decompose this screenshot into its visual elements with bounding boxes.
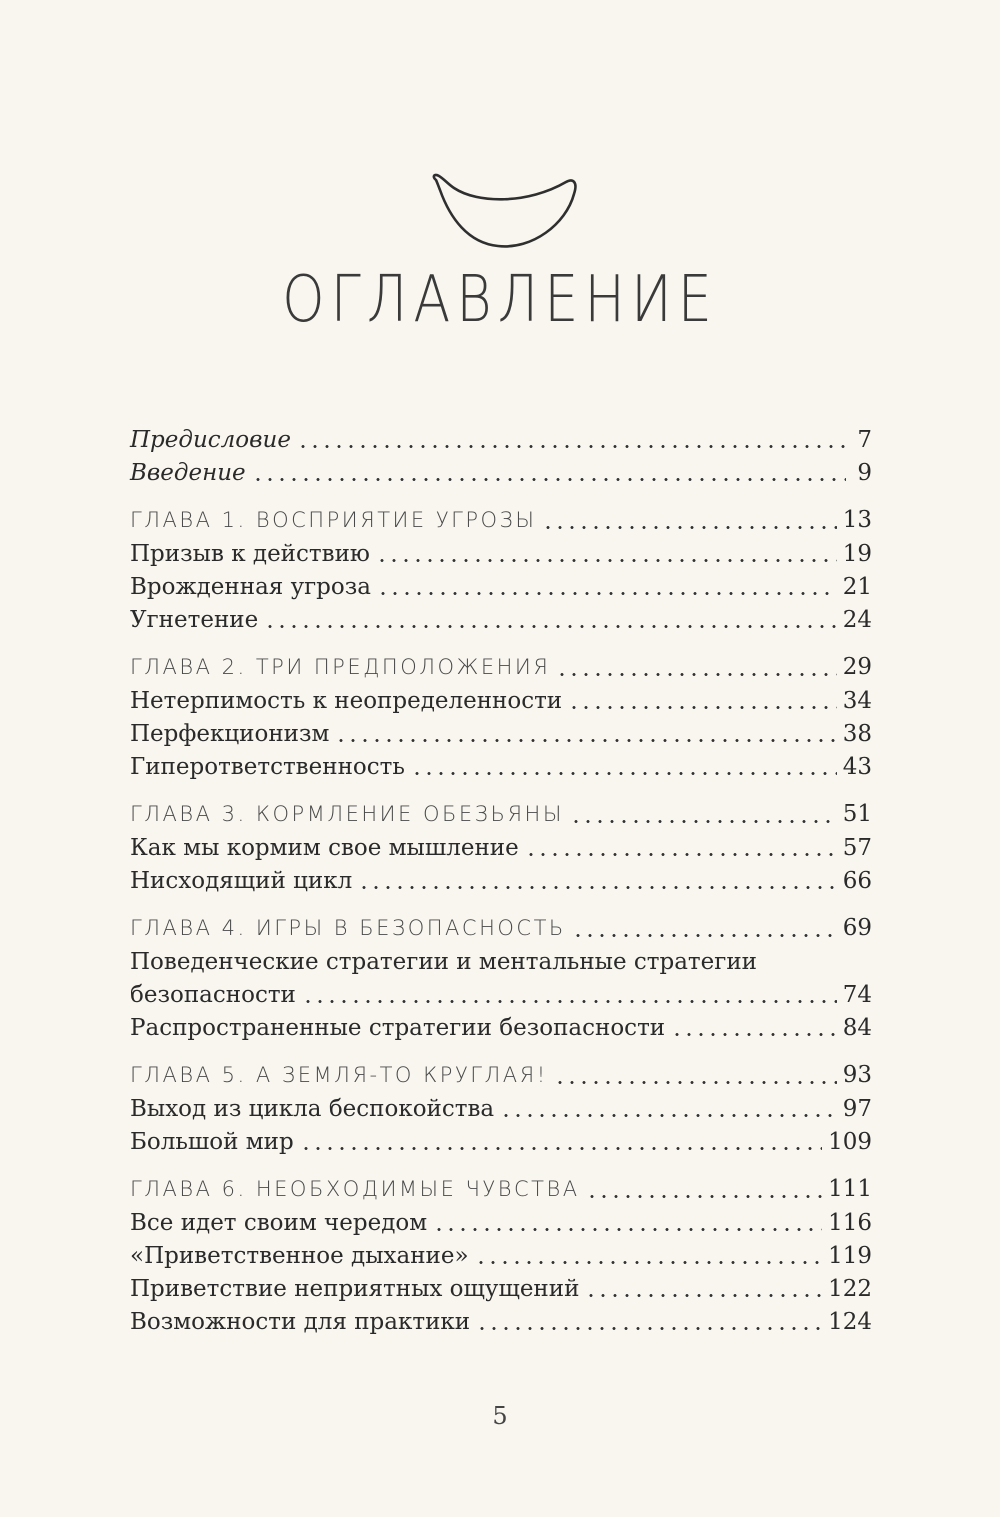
toc-entry-foreword[interactable] [130,424,872,457]
dot-leader [568,706,837,709]
dot-leader [377,592,837,595]
toc-section-label: Поведенческие стратегии и ментальные стратегии [130,949,757,975]
toc-section-page: 122 [828,1276,872,1302]
toc-section-page: 19 [842,541,872,567]
toc-section[interactable] [130,685,872,718]
toc-chapter-page: 69 [842,915,872,941]
dot-leader [556,673,836,676]
page-number: 5 [492,1402,508,1430]
toc-section-label: Приветствие неприятных ощущений [130,1276,580,1302]
toc-chapter-page: 13 [842,507,872,533]
toc-section[interactable] [130,571,872,604]
toc-section-label: Выход из цикла беспокойства [130,1096,495,1122]
dot-leader [475,1261,823,1264]
toc-section[interactable] [130,604,872,637]
toc-section-page: 66 [842,868,872,894]
toc-section[interactable] [130,751,872,784]
toc-chapter-page: 111 [828,1176,872,1202]
toc-section-page: 74 [842,982,872,1008]
toc-chapter-label: ГЛАВА 2. ТРИ ПРЕДПОЛОЖЕНИЯ [130,655,551,679]
toc-section-page: 21 [842,574,872,600]
toc-section-label: Призыв к действию [130,541,370,567]
dot-leader [572,934,837,937]
toc-section-page: 109 [828,1129,872,1155]
toc-section-label: Возможности для практики [130,1309,471,1335]
toc-chapter-1[interactable] [130,504,872,538]
toc-section[interactable] [130,1093,872,1126]
toc-section[interactable] [130,832,872,865]
toc-entry-page: 9 [857,460,872,486]
toc-section[interactable] [130,865,872,898]
toc-section[interactable] [130,1126,872,1159]
toc-section-label: Врожденная угроза [130,574,372,600]
dot-leader [586,1195,823,1198]
toc-section[interactable] [130,1273,872,1306]
toc-entry-introduction[interactable] [130,457,872,490]
toc-chapter-label: ГЛАВА 4. ИГРЫ В БЕЗОПАСНОСТЬ [130,916,566,940]
toc-section[interactable] [130,1240,872,1273]
toc-section-label: Угнетение [130,607,259,633]
toc-chapter-5[interactable] [130,1059,872,1093]
toc-section[interactable] [130,1306,872,1339]
toc-section-page: 38 [842,721,872,747]
page-title: ОГЛАВЛЕНИЕ [282,262,718,337]
dot-leader [476,1327,822,1330]
toc-section-page: 116 [828,1210,872,1236]
toc-section-label: безопасности [130,982,296,1008]
dot-leader [570,820,837,823]
table-of-contents [130,424,872,1339]
toc-entry-label: Введение [130,460,246,486]
toc-entry-page: 7 [857,427,872,453]
toc-section-label: Все идет своим чередом [130,1210,428,1236]
toc-section-page: 43 [842,754,872,780]
toc-section-label: Гиперответственность [130,754,405,780]
dot-leader [433,1228,822,1231]
toc-entry-label: Предисловие [130,427,291,453]
toc-chapter-page: 51 [842,801,872,827]
toc-section-label: Распространенные стратегии безопасности [130,1015,666,1041]
dot-leader [376,559,837,562]
dot-leader [500,1114,837,1117]
toc-section-label: Нетерпимость к неопределенности [130,688,563,714]
toc-section-page: 24 [842,607,872,633]
toc-chapter-page: 29 [842,654,872,680]
dot-leader [264,625,837,628]
dot-leader [554,1081,837,1084]
dot-leader [335,739,836,742]
toc-section[interactable] [130,1012,872,1045]
toc-section-page: 34 [842,688,872,714]
toc-section[interactable] [130,538,872,571]
toc-section[interactable] [130,718,872,751]
toc-section-label: Перфекционизм [130,721,330,747]
dot-leader [297,445,846,448]
toc-section-label: «Приветственное дыхание» [130,1243,469,1269]
dot-leader [671,1033,837,1036]
toc-section-page: 84 [842,1015,872,1041]
toc-section-page: 124 [828,1309,872,1335]
toc-section[interactable] [130,979,872,1012]
toc-chapter-6[interactable] [130,1173,872,1207]
toc-section-line1[interactable] [130,946,872,979]
toc-chapter-label: ГЛАВА 3. КОРМЛЕНИЕ ОБЕЗЬЯНЫ [130,802,564,826]
dot-leader [411,772,837,775]
dot-leader [300,1147,822,1150]
banana-icon [428,168,578,256]
toc-section-page: 97 [842,1096,872,1122]
toc-chapter-label: ГЛАВА 6. НЕОБХОДИМЫЕ ЧУВСТВА [130,1177,580,1201]
toc-chapter-3[interactable] [130,798,872,832]
toc-section-page: 119 [828,1243,872,1269]
toc-section[interactable] [130,1207,872,1240]
toc-chapter-2[interactable] [130,651,872,685]
dot-leader [542,526,836,529]
dot-leader [525,853,837,856]
dot-leader [302,1000,837,1003]
toc-section-label: Как мы кормим свое мышление [130,835,519,861]
toc-section-label: Большой мир [130,1129,294,1155]
toc-section-label: Нисходящий цикл [130,868,353,894]
dot-leader [252,478,846,481]
toc-chapter-label: ГЛАВА 1. ВОСПРИЯТИЕ УГРОЗЫ [130,508,537,532]
toc-chapter-page: 93 [842,1062,872,1088]
toc-chapter-4[interactable] [130,912,872,946]
dot-leader [358,886,837,889]
dot-leader [585,1294,822,1297]
toc-section-page: 57 [842,835,872,861]
toc-chapter-label: ГЛАВА 5. А ЗЕМЛЯ-ТО КРУГЛАЯ! [130,1063,548,1087]
